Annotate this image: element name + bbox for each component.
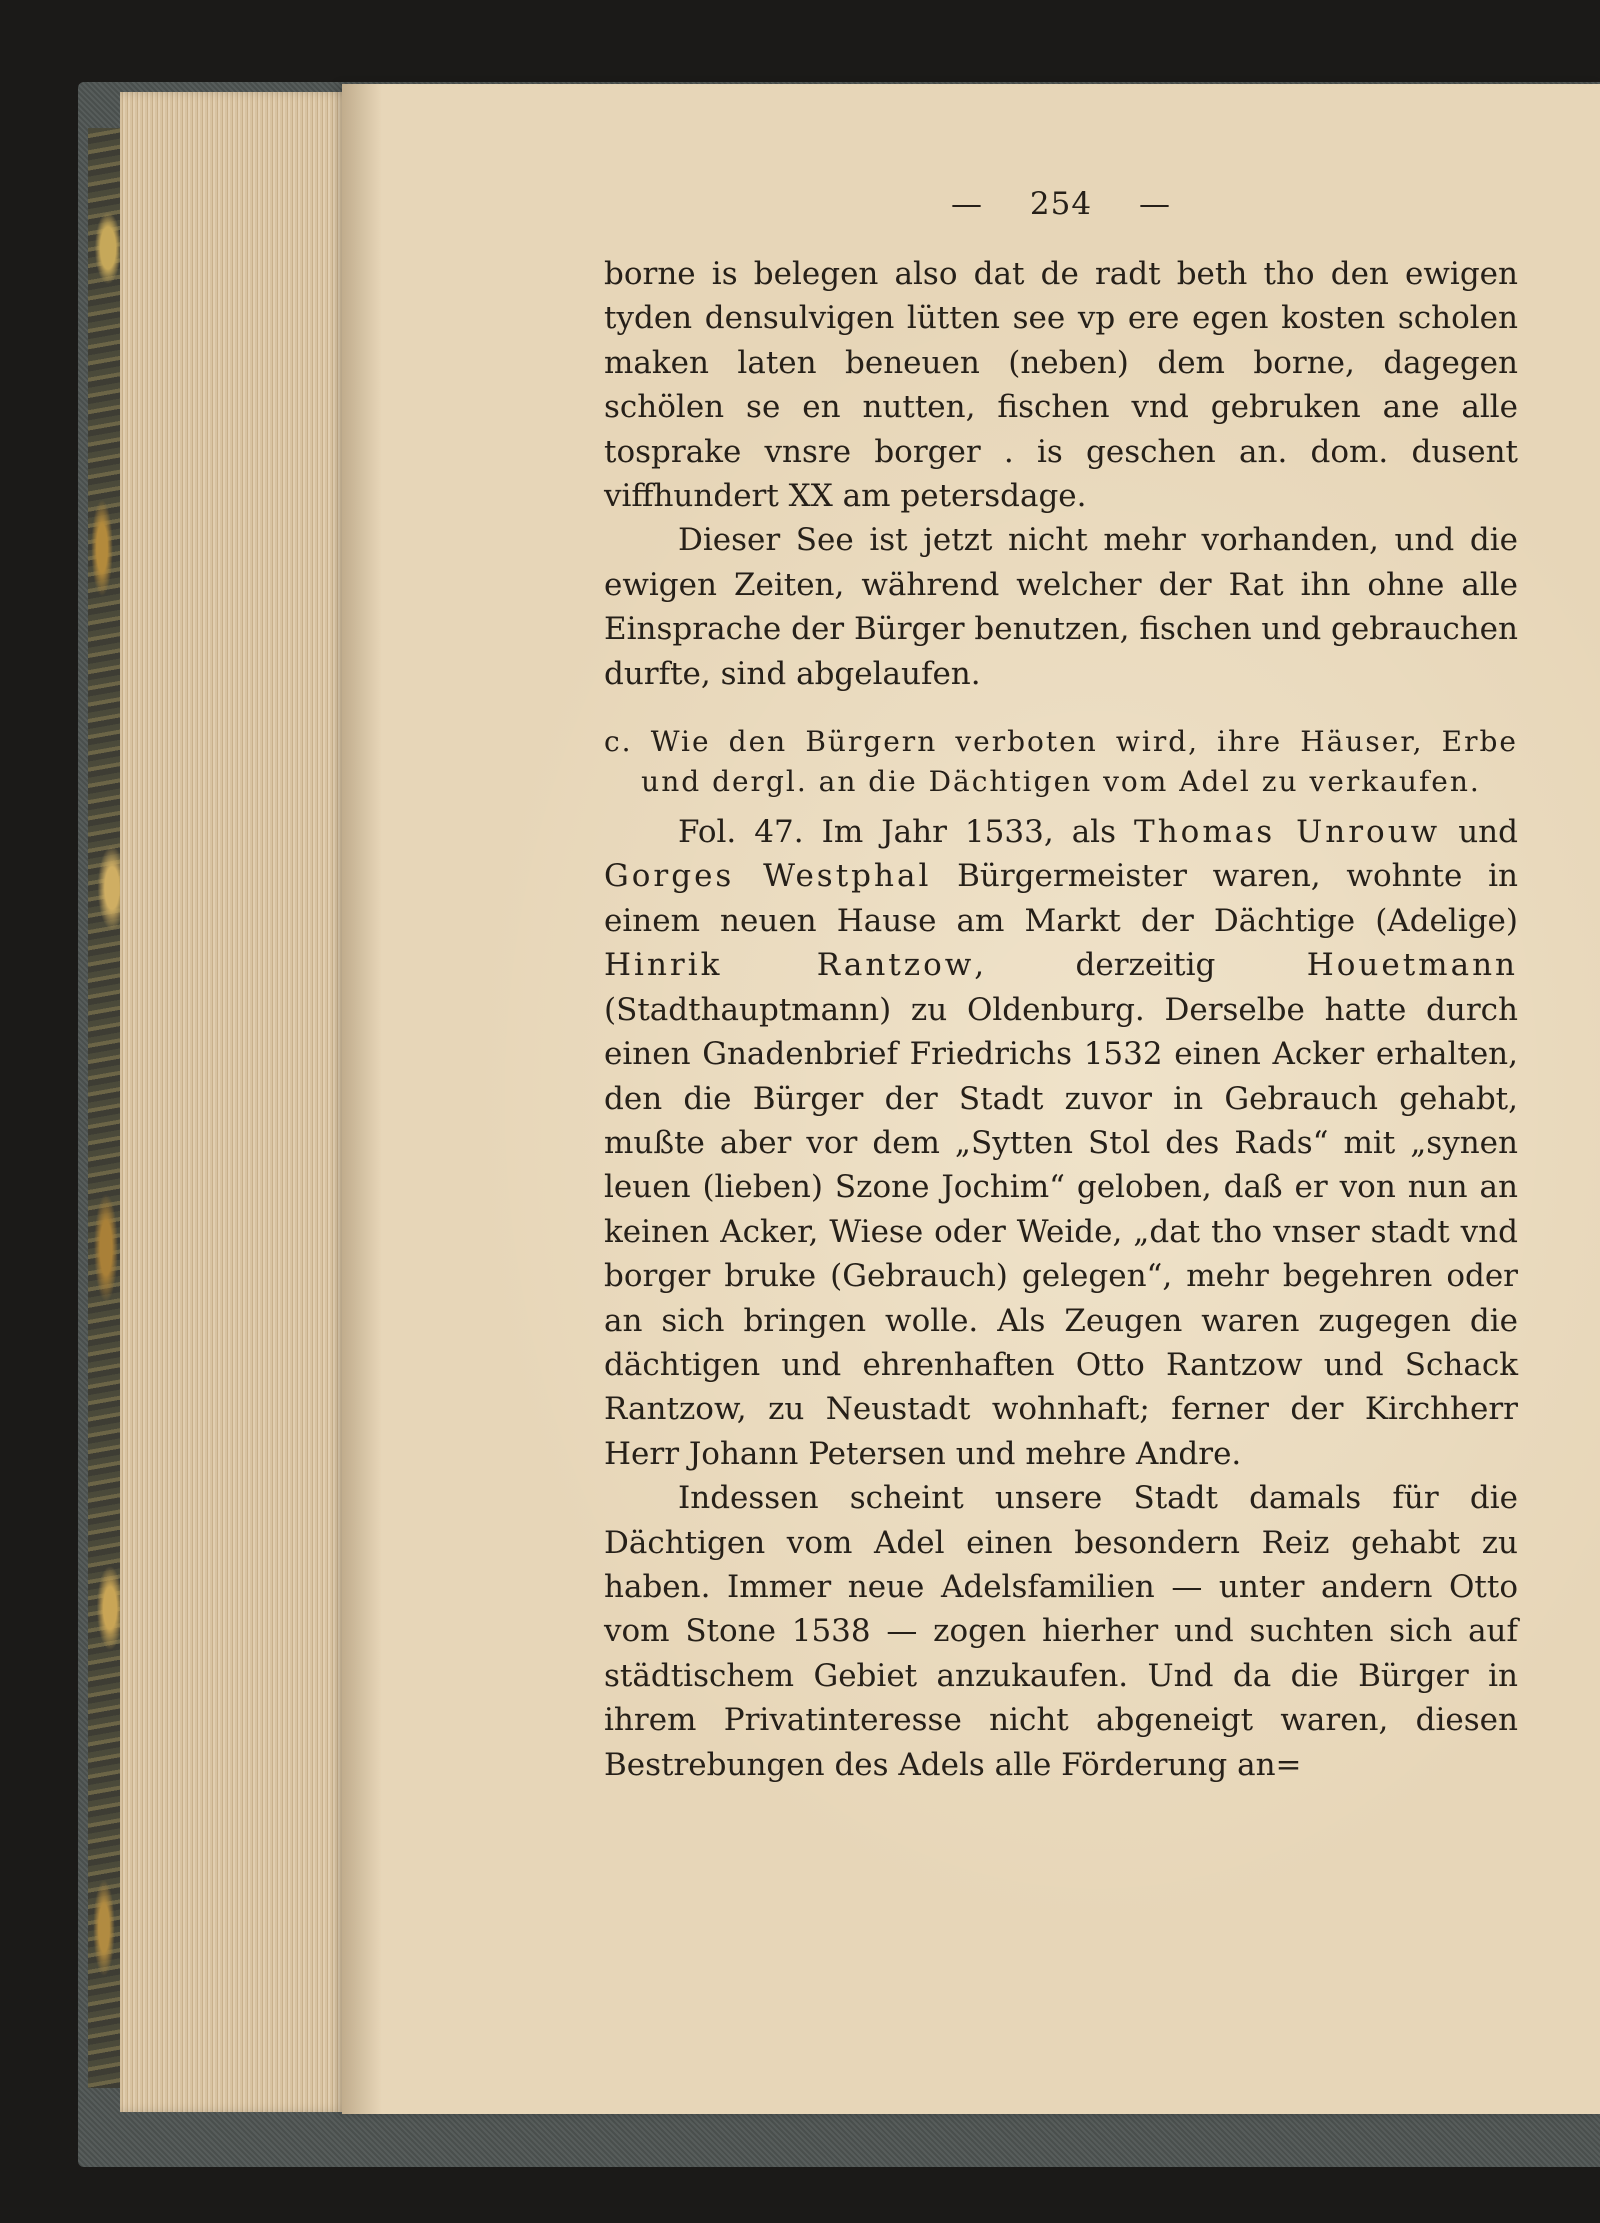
header-dash-left: — xyxy=(951,186,984,222)
para-rest: (Stadthauptmann) zu Oldenburg. Derselbe hatte durch einen Gnadenbrief Friedrichs 1532 einen Acker erhalten, den die Bürger der Stadt zuvor in Gebrauch gehabt, mußte aber vor dem „Sytten Stol des Rads“ mit „synen leuen (lieben) Szone Jochim“ geloben, daß er von nun an keinen Acker, Wiese oder Weide, „dat tho vnser stadt vnd borger bruke (Gebrauch) gelegen“, mehr begehren oder an sich bringen wolle. Als Zeugen waren zugegen die dächtigen und ehrenhaften Otto Rantzow und Schack Rantzow, zu Neustadt wohnhaft; ferner der Kirchherr Herr Johann Petersen und mehre Andre. xyxy=(604,991,1518,1472)
paragraph-nobility: Indessen scheint unsere Stadt damals für die Dächtigen vom Adel einen besondern Reiz gehabt zu haben. Immer neue Adelsfamilien — unter andern Otto vom Stone 1538 — zogen hierher und suchten sich auf städtischem Gebiet anzukaufen. Und da die Bürger in ihrem Privatinteresse nicht abgeneigt waren, diesen Bestrebungen des Adels alle Förderung an= xyxy=(604,1480,1518,1783)
name-thomas-unrouw: Thomas Unrouw xyxy=(1134,814,1441,851)
book-page xyxy=(342,84,1600,2114)
quote-paragraph: borne is belegen also dat de radt beth tho den ewigen tyden densulvigen lütten see vp ere egen kosten scholen maken laten beneuen (neben) dem borne, dagegen schölen se en nutten, fischen vnd gebruken ane alle tosprake vnsre borger . is geschen an. dom. dusent viffhundert XX am petersdage. xyxy=(604,256,1518,515)
word-houetmann: Houetmann xyxy=(1306,947,1518,984)
name-gorges-westphal: Gorges Westphal xyxy=(604,858,932,895)
paragraph-fol-47 xyxy=(604,810,1518,1476)
page-number: 254 xyxy=(1029,186,1093,222)
section-heading: c. Wie den Bürgern verboten wird, ihre Häuser, Erbe und dergl. an die Dächtigen vom Adel zu verkaufen. xyxy=(604,725,1518,799)
para-mid-2: Bürgermeister waren, wohnte in einem neuen Hause am Markt der Dächtige (Adelige) xyxy=(604,858,1519,939)
page-edges xyxy=(120,92,360,2112)
page-header xyxy=(604,180,1518,252)
para-mid-3: , derzeitig xyxy=(974,947,1307,984)
para-mid-1: und xyxy=(1440,814,1518,851)
paragraph-lake: Dieser See ist jetzt nicht mehr vorhanden, und die ewigen Zeiten, während welcher der Rat ihn ohne alle Einsprache der Bürger benutzen, fischen und gebrauchen durfte, sind abgelaufen. xyxy=(604,522,1518,692)
page-gutter-shadow xyxy=(342,84,382,2114)
para-lead: Fol. 47. Im Jahr 1533, als xyxy=(678,814,1135,851)
name-hinrik-rantzow: Hinrik Rantzow xyxy=(604,947,975,984)
text-block xyxy=(604,180,1518,1787)
header-dash-right: — xyxy=(1138,186,1171,222)
